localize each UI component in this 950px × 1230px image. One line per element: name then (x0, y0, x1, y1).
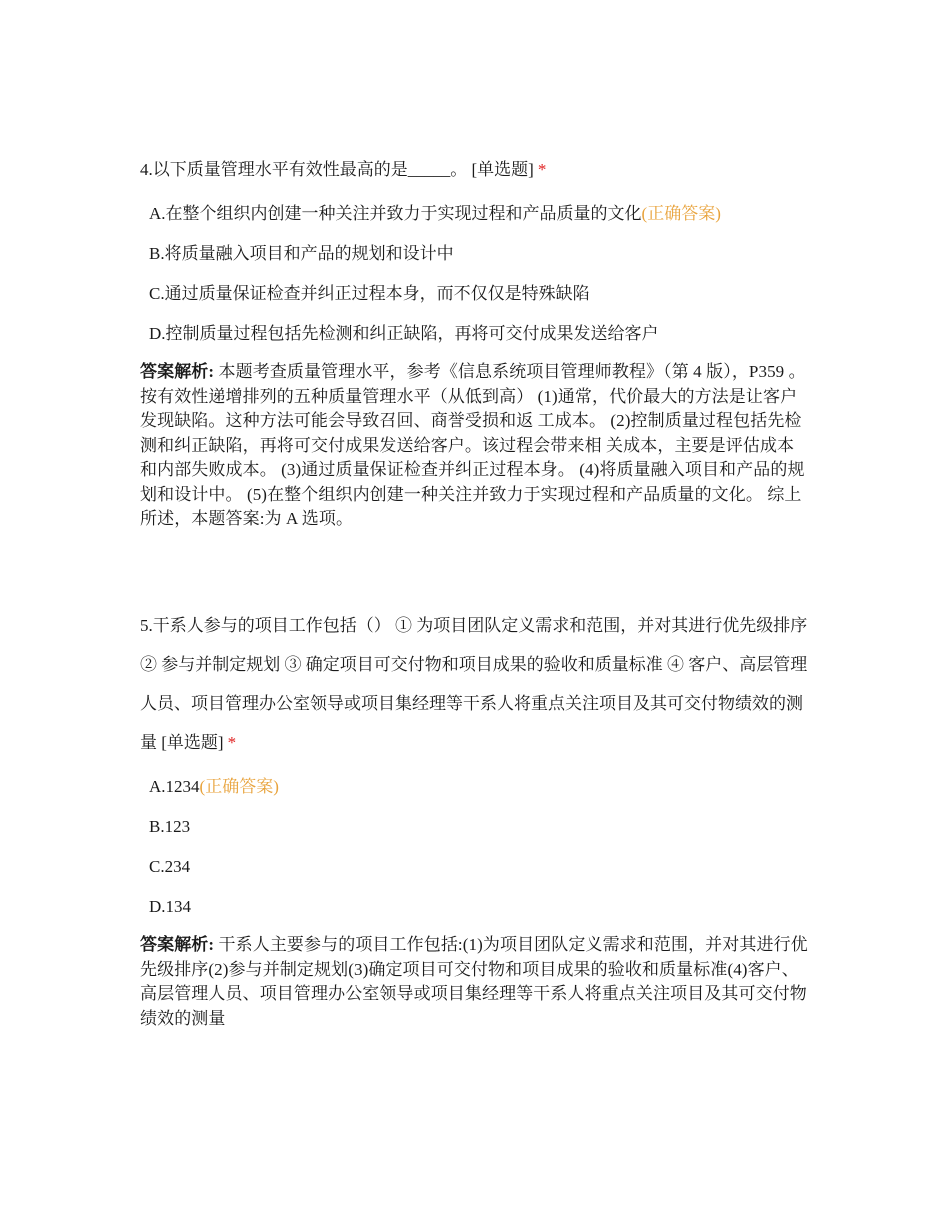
answer-analysis (140, 360, 810, 532)
option-c (140, 274, 810, 314)
question-title-text: 4.以下质量管理水平有效性最高的是_____。 (140, 160, 468, 179)
option-text: B.将质量融入项目和产品的规划和设计中 (149, 244, 454, 263)
option-b (140, 807, 810, 847)
option-text: D.134 (149, 897, 192, 916)
option-d (140, 887, 810, 927)
question-title (140, 150, 810, 189)
option-a (140, 767, 810, 807)
required-star: * (227, 733, 237, 752)
option-text: C.234 (149, 857, 191, 876)
option-c (140, 847, 810, 887)
answer-analysis (140, 933, 810, 1031)
question-title-text: 5.干系人参与的项目工作包括（） ① 为项目团队定义需求和范围，并对其进行优先级排序 ② 参与并制定规划 ③ 确定项目可交付物和项目成果的验收和质量标准 ④ 客户、高层管理人员、项目管理办公室领导或项目集经理等干系人将重点关注项目及其可交付物绩效的测量 (140, 616, 808, 752)
options-list (140, 194, 810, 354)
question-title (140, 606, 810, 762)
question-type: [单选题] (471, 160, 534, 179)
analysis-label: 答案解析: (140, 935, 215, 954)
question-4 (140, 150, 810, 532)
question-type: [单选题] (161, 733, 224, 752)
option-d (140, 314, 810, 354)
options-list (140, 767, 810, 927)
option-text: B.123 (149, 817, 191, 836)
option-text: D.控制质量过程包括先检测和纠正缺陷，再将可交付成果发送给客户 (149, 324, 659, 343)
option-a (140, 194, 810, 234)
analysis-label: 答案解析: (140, 362, 215, 381)
option-text: C.通过质量保证检查并纠正过程本身，而不仅仅是特殊缺陷 (149, 284, 590, 303)
option-b (140, 234, 810, 274)
correct-answer-tag: (正确答案) (641, 204, 721, 223)
required-star: * (537, 160, 547, 179)
option-text: A.在整个组织内创建一种关注并致力于实现过程和产品质量的文化 (149, 204, 642, 223)
option-text: A.1234 (149, 777, 200, 796)
correct-answer-tag: (正确答案) (199, 777, 279, 796)
analysis-text: 干系人主要参与的项目工作包括:(1)为项目团队定义需求和范围，并对其进行优先级排序(2)参与并制定规划(3)确定项目可交付物和项目成果的验收和质量标准(4)客户、高层管理人员、项目管理办公室领导或项目集经理等干系人将重点关注项目及其可交付物绩效的测量 (140, 935, 808, 1028)
analysis-text: 本题考查质量管理水平，参考《信息系统项目管理师教程》（第 4 版），P359 。 按有效性递增排列的五种质量管理水平（从低到高） (1)通常，代价最大的方法是让客户发现缺陷。这种方法可能会导致召回、商誉受损和返 工成本。 (2)控制质量过程包括先检测和纠正缺陷，再将可交付成果发送给客户。该过程会带来相 关成本，主要是评估成本和内部失败成本。 (3)通过质量保证检查并纠正过程本身。 (4)将质量融入项目和产品的规划和设计中。 (5)在整个组织内创建一种关注并致力于实现过程和产品质量的文化。 综上所述，本题答案:为 A 选项。 (140, 362, 806, 528)
question-5 (140, 606, 810, 1031)
